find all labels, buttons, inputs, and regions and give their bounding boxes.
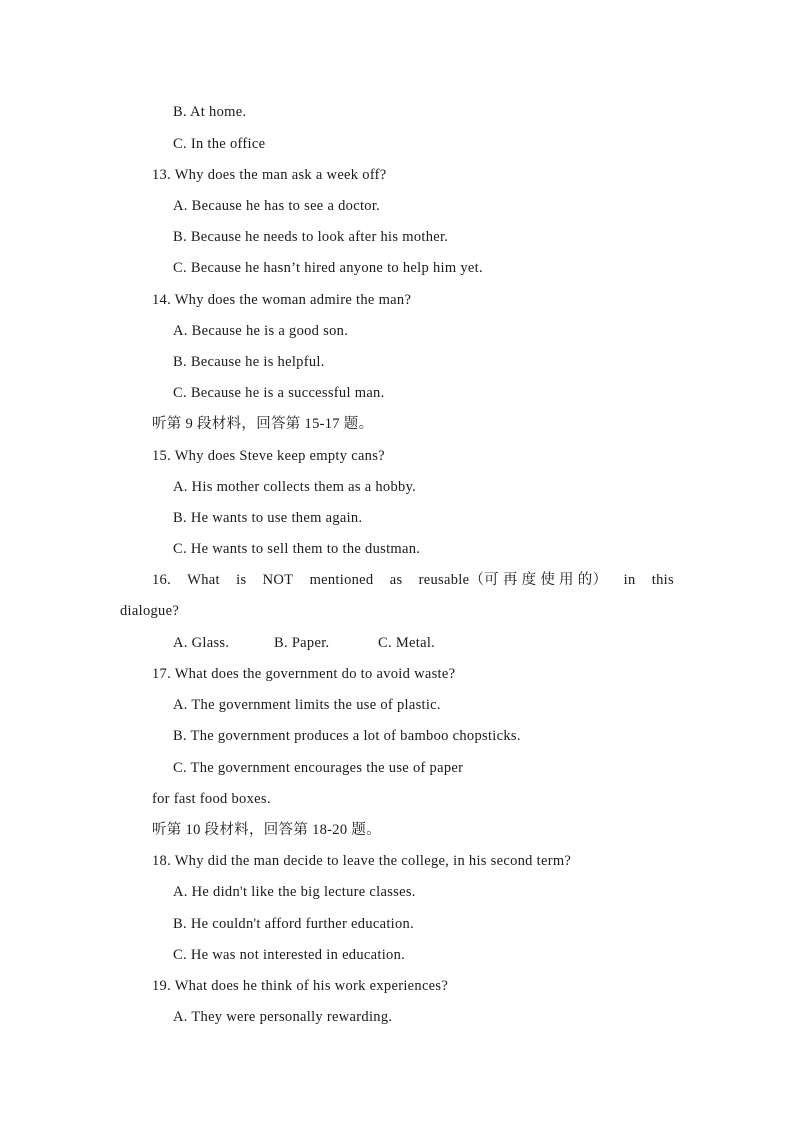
option-text: B. Because he is helpful. bbox=[173, 354, 325, 370]
option-text: C. Because he hasn’t hired anyone to help him yet. bbox=[173, 260, 483, 276]
question-18: 18. Why did the man decide to leave the college, in his second term? bbox=[152, 853, 572, 869]
question-15: 15. Why does Steve keep empty cans? bbox=[152, 448, 385, 464]
option-text: A. Because he has to see a doctor. bbox=[173, 198, 381, 214]
option-text: A. His mother collects them as a hobby. bbox=[173, 479, 417, 495]
word: What bbox=[187, 572, 220, 588]
question-16-options bbox=[173, 633, 435, 653]
question-19: 19. What does he think of his work experiences? bbox=[152, 978, 449, 994]
word: in bbox=[623, 572, 636, 588]
option-text: C. In the office bbox=[173, 136, 266, 152]
option-a: A. Glass. bbox=[173, 635, 230, 651]
word: reusable（可 再 度 使 用 的） bbox=[418, 572, 608, 588]
option-text: C. He was not interested in education. bbox=[173, 947, 406, 963]
option-text: B. The government produces a lot of bamboo chopsticks. bbox=[173, 728, 521, 744]
word: this bbox=[651, 572, 674, 588]
option-text-continued: for fast food boxes. bbox=[152, 791, 271, 807]
question-14: 14. Why does the woman admire the man? bbox=[152, 292, 412, 308]
question-16 bbox=[152, 570, 674, 590]
question-17: 17. What does the government do to avoid waste? bbox=[152, 666, 456, 682]
word: mentioned bbox=[309, 572, 374, 588]
option-text: C. He wants to sell them to the dustman. bbox=[173, 541, 421, 557]
word: 16. bbox=[152, 572, 172, 588]
option-text: B. He couldn't afford further education. bbox=[173, 916, 415, 932]
question-13: 13. Why does the man ask a week off? bbox=[152, 167, 387, 183]
word: NOT bbox=[262, 572, 294, 588]
option-text: B. At home. bbox=[173, 104, 247, 120]
option-text: C. Because he is a successful man. bbox=[173, 385, 385, 401]
option-text: A. Because he is a good son. bbox=[173, 323, 349, 339]
option-text: B. He wants to use them again. bbox=[173, 510, 363, 526]
section-heading-10: 听第 10 段材料，回答第 18-20 题。 bbox=[152, 822, 381, 838]
option-b: B. Paper. bbox=[274, 635, 330, 651]
word: as bbox=[389, 572, 403, 588]
word: is bbox=[236, 572, 247, 588]
option-text: A. He didn't like the big lecture classes. bbox=[173, 884, 416, 900]
option-c: C. Metal. bbox=[378, 635, 436, 651]
option-text: A. The government limits the use of plastic. bbox=[173, 697, 441, 713]
option-text: B. Because he needs to look after his mother. bbox=[173, 229, 449, 245]
option-text: C. The government encourages the use of paper bbox=[173, 760, 464, 776]
section-heading-9: 听第 9 段材料，回答第 15-17 题。 bbox=[152, 416, 374, 432]
option-text: A. They were personally rewarding. bbox=[173, 1009, 393, 1025]
question-16-continued: dialogue? bbox=[120, 603, 180, 619]
